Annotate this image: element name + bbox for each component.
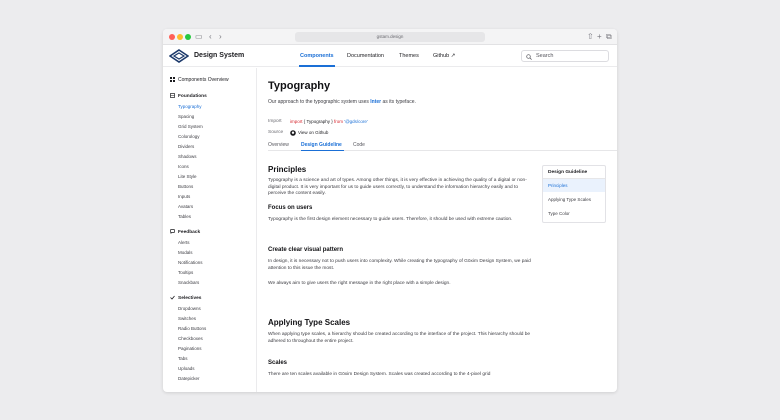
nav-documentation[interactable]: Documentation: [347, 53, 384, 59]
sidebar-group-label: Foundations: [178, 94, 207, 99]
source-label: Source: [268, 130, 284, 135]
toc-item-applying-type-scales[interactable]: Applying Type Scales: [548, 197, 591, 202]
minimize-window-dot[interactable]: [177, 34, 183, 40]
toc-item-principles[interactable]: Principles: [548, 183, 568, 188]
sidebar-item-datepicker[interactable]: Datepicker: [178, 376, 200, 381]
nav-themes[interactable]: Themes: [399, 53, 419, 59]
source-link-label: View on Github: [298, 130, 329, 135]
new-tab-icon[interactable]: +: [597, 32, 602, 41]
sidebar-group-foundations[interactable]: [170, 93, 207, 100]
from-keyword: from: [333, 119, 343, 124]
forward-icon[interactable]: ›: [219, 32, 222, 41]
sidebar-item-colorology[interactable]: Colorology: [178, 134, 200, 139]
github-icon: [290, 130, 296, 136]
section-focus-title: Focus on users: [268, 205, 313, 211]
sidebar-item-avatars[interactable]: Avatars: [178, 204, 194, 209]
github-source-link[interactable]: [290, 129, 328, 136]
import-keyword: import: [290, 119, 303, 124]
page-tabs: [268, 137, 617, 151]
nav-active-indicator: [299, 65, 335, 67]
lead-suffix: as its typeface.: [381, 99, 416, 105]
sidebar-toggle-icon[interactable]: ▭: [195, 32, 203, 41]
sidebar-overview-link[interactable]: [170, 76, 229, 84]
lead-font-name[interactable]: Inter: [370, 99, 382, 105]
sidebar-item-dropdowns[interactable]: Dropdowns: [178, 306, 201, 311]
table-of-contents: [542, 165, 606, 223]
sidebar-item-notifications[interactable]: Notifications: [178, 260, 203, 265]
section-visual-title: Create clear visual pattern: [268, 247, 344, 253]
grid-icon: [170, 77, 175, 82]
sidebar-item-radio-buttons[interactable]: Radio Buttons: [178, 326, 207, 331]
nav-components[interactable]: Components: [300, 53, 334, 59]
section-scales-body: There are ten scales available in Göxim Design System. Scales was created according to the 4-pixel grid: [268, 372, 491, 377]
tabs-overview-icon[interactable]: ⧉: [606, 32, 612, 41]
sidebar-item-grid-system[interactable]: Grid System: [178, 124, 203, 129]
tab-code[interactable]: Code: [353, 142, 365, 148]
sidebar-item-lite-style[interactable]: Lite Style: [178, 174, 197, 179]
import-symbol: { Typography }: [302, 119, 334, 124]
search-placeholder: Search: [536, 53, 554, 59]
sidebar-group-label: Selectives: [178, 296, 202, 301]
import-statement[interactable]: [290, 118, 368, 125]
import-label: Import: [268, 119, 282, 124]
browser-window: [163, 29, 617, 392]
section-focus-body: Typography is the first design element necessary to guide users. Therefore, it should be used with extreme caution.: [268, 217, 513, 222]
search-icon: [526, 54, 532, 60]
sidebar-item-alerts[interactable]: Alerts: [178, 240, 190, 245]
sidebar: [163, 68, 257, 392]
toc-item-type-color[interactable]: Type Color: [548, 211, 570, 216]
page-title: Typography: [268, 80, 331, 92]
logo-icon[interactable]: [169, 49, 189, 63]
sidebar-item-inputs[interactable]: Inputs: [178, 194, 191, 199]
page-lead: [268, 98, 416, 106]
sidebar-item-icons[interactable]: Icons: [178, 164, 189, 169]
section-principles-title: Principles: [268, 165, 307, 174]
section-apply-title: Applying Type Scales: [268, 318, 351, 327]
site-header: [163, 45, 617, 67]
tab-overview[interactable]: Overview: [268, 142, 289, 148]
close-window-dot[interactable]: [169, 34, 175, 40]
share-icon[interactable]: ⇧: [587, 32, 594, 41]
section-scales-title: Scales: [268, 360, 288, 366]
sidebar-group-selectives[interactable]: [170, 295, 201, 302]
sidebar-item-tables[interactable]: Tables: [178, 214, 192, 219]
sidebar-item-modals[interactable]: Modals: [178, 250, 193, 255]
sidebar-group-feedback[interactable]: [170, 229, 200, 236]
sidebar-item-uploads[interactable]: Uploads: [178, 366, 195, 371]
import-package: '@gds/core': [342, 119, 368, 124]
sidebar-group-label: Feedback: [178, 230, 201, 235]
toc-title: Design Guideline: [548, 170, 588, 175]
sidebar-item-tooltips[interactable]: Tooltips: [178, 270, 194, 275]
feedback-icon: [170, 229, 175, 234]
sidebar-item-checkboxes[interactable]: Checkboxes: [178, 336, 203, 341]
lead-prefix: Our approach to the typographic system uses: [268, 99, 371, 105]
sidebar-item-buttons[interactable]: Buttons: [178, 184, 194, 189]
sidebar-item-dividers[interactable]: Dividers: [178, 144, 195, 149]
main-content: [258, 68, 617, 392]
address-bar[interactable]: gstam.design: [295, 32, 485, 42]
sidebar-item-shadows[interactable]: Shadows: [178, 154, 197, 159]
section-visual-body-2: We always aim to give users the right message in the right place with a simple design.: [268, 281, 451, 286]
back-icon[interactable]: ‹: [209, 32, 212, 41]
maximize-window-dot[interactable]: [185, 34, 191, 40]
sidebar-item-paginations[interactable]: Paginations: [178, 346, 202, 351]
sidebar-item-typography[interactable]: Typography: [178, 104, 202, 109]
selectives-icon: [170, 295, 175, 300]
sidebar-item-spacing[interactable]: Spacing: [178, 114, 195, 119]
tab-active-indicator: [301, 150, 344, 152]
sidebar-item-switches[interactable]: Switches: [178, 316, 197, 321]
section-principles-body: Typography is a science and art of types. Among other things, it is very effective in achieving the quality of a digital or non-digital product. It is very important for us to guide users correctly, to understand the information hierarchy easily and to perceive the content easily.: [268, 178, 527, 196]
sidebar-item-snackbars[interactable]: Snackbars: [178, 280, 200, 285]
tab-design-guideline[interactable]: Design Guideline: [301, 142, 342, 148]
foundations-icon: [170, 93, 175, 98]
browser-chrome: [163, 29, 617, 45]
sidebar-overview-label: Components Overview: [178, 77, 229, 83]
sidebar-item-tabs[interactable]: Tabs: [178, 356, 188, 361]
section-visual-body-1: In design, it is necessary not to push users into complexity. While creating the typography of Göxim Design System, we paid attention to this issue the most.: [268, 259, 531, 271]
brand-name[interactable]: Design System: [194, 52, 245, 59]
section-apply-body: When applying type scales, a hierarchy should be created according to the interface of the project. This hierarchy should be adhered to throughout the entire project.: [268, 332, 531, 344]
search-input[interactable]: [521, 50, 609, 62]
nav-github[interactable]: Github ↗: [433, 53, 456, 59]
